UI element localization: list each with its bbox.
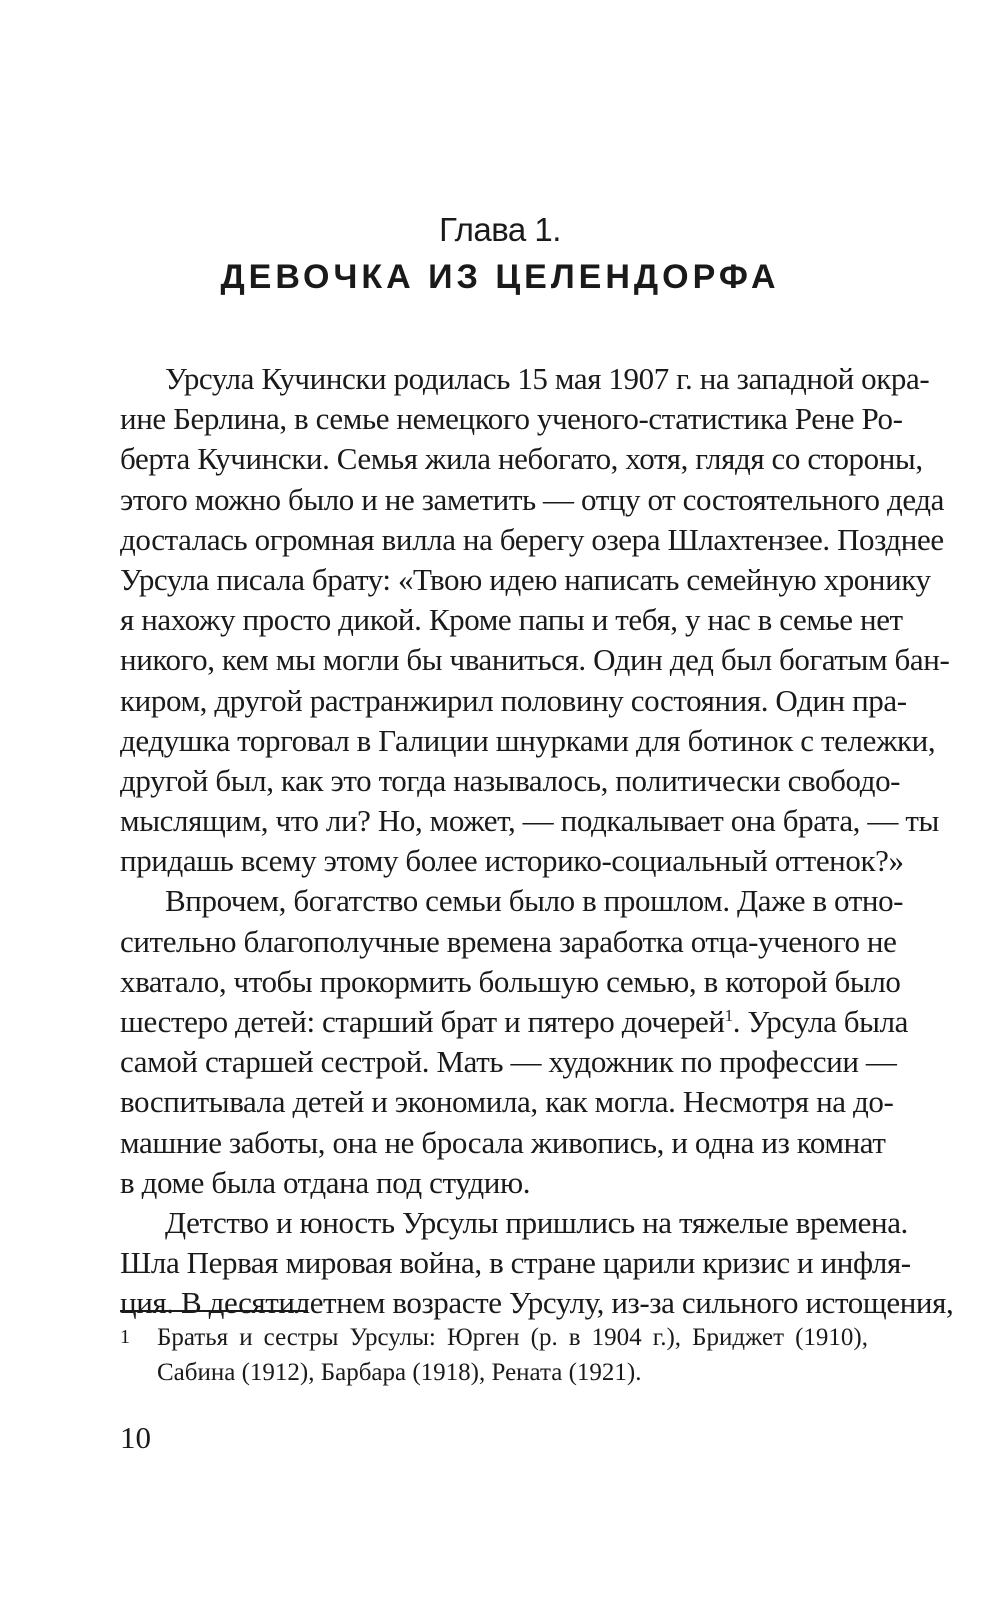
text-line: дедушка торговал в Галиции шнурками для ботинок с тележки, [120,722,936,758]
page-number: 10 [120,1420,151,1455]
paragraph-1 [120,359,950,881]
text-line: хватало, чтобы прокормить большую семью, в которой было [120,963,901,999]
text-line: в доме была отдана под студию. [120,1164,531,1200]
text-line: Детство и юность Урсулы пришлись на тяжелые времена. [165,1204,908,1240]
paragraph-3 [120,1203,954,1324]
chapter-number: Глава 1. [439,211,561,248]
text-fragment: . Урсула была [732,1004,909,1039]
text-line: никого, кем мы могли бы чваниться. Один дед был богатым бан- [120,642,950,678]
text-line: другой был, как это тогда называлось, политически свободо- [120,762,901,798]
footnote [120,1320,868,1390]
chapter-title: ДЕВОЧКА ИЗ ЦЕЛЕНДОРФА [220,258,780,296]
text-line: Урсула писала брату: «Твою идею написать семейную хронику [120,561,931,597]
text-line: досталась огромная вилла на берегу озера Шлахтензее. Позднее [120,521,944,557]
text-line: берта Кучински. Семья жила небогато, хотя, глядя со стороны, [120,441,923,477]
text-line: придашь всему этому более историко-социальный оттенок?» [120,843,904,879]
text-line: ция. В десятилетнем возрасте Урсулу, из-за сильного истощения, [120,1285,954,1321]
text-line: этого можно было и не заметить — отцу от состоятельного деда [120,481,945,517]
text-line: Впрочем, богатство семьи было в прошлом. Даже в отно- [165,883,904,919]
text-line: машние заботы, она не бросала живопись, и одна из комнат [120,1124,886,1160]
footnote-divider [120,1310,308,1312]
text-fragment: шестеро детей: старший брат и пятеро дочерей [120,1004,725,1039]
text-line-with-footnote [120,1002,909,1042]
text-line: киром, другой растранжирил половину состояния. Один пра- [120,682,907,718]
footnote-marker: 1 [120,1326,130,1348]
text-line: мыслящим, что ли? Но, может, — подкалывает она брата, — ты [120,803,939,839]
text-line: Шла Первая мировая война, в стране царили кризис и инфля- [120,1245,911,1281]
footnote-line: Братья и сестры Урсулы: Юрген (р. в 1904 г.), Бриджет (1910), [157,1324,868,1351]
text-line: Урсула Кучински родилась 15 мая 1907 г. на западной окра- [165,361,930,396]
text-line: самой старшей сестрой. Мать — художник по профессии — [120,1044,897,1080]
text-line: я нахожу просто дикой. Кроме папы и тебя, у нас в семье нет [120,602,903,638]
footnote-line: Сабина (1912), Барбара (1918), Рената (1921). [157,1359,642,1386]
footnote-reference[interactable]: 1 [724,1006,733,1025]
body-text [120,359,954,1324]
paragraph-2 [120,881,909,1203]
text-line: сительно благополучные времена заработка отца-ученого не [120,923,897,959]
footnote-text [157,1320,868,1390]
text-line: воспитывала детей и экономила, как могла. Несмотря на до- [120,1084,894,1120]
text-line: ине Берлина, в семье немецкого ученого-статистика Рене Ро- [120,401,903,437]
